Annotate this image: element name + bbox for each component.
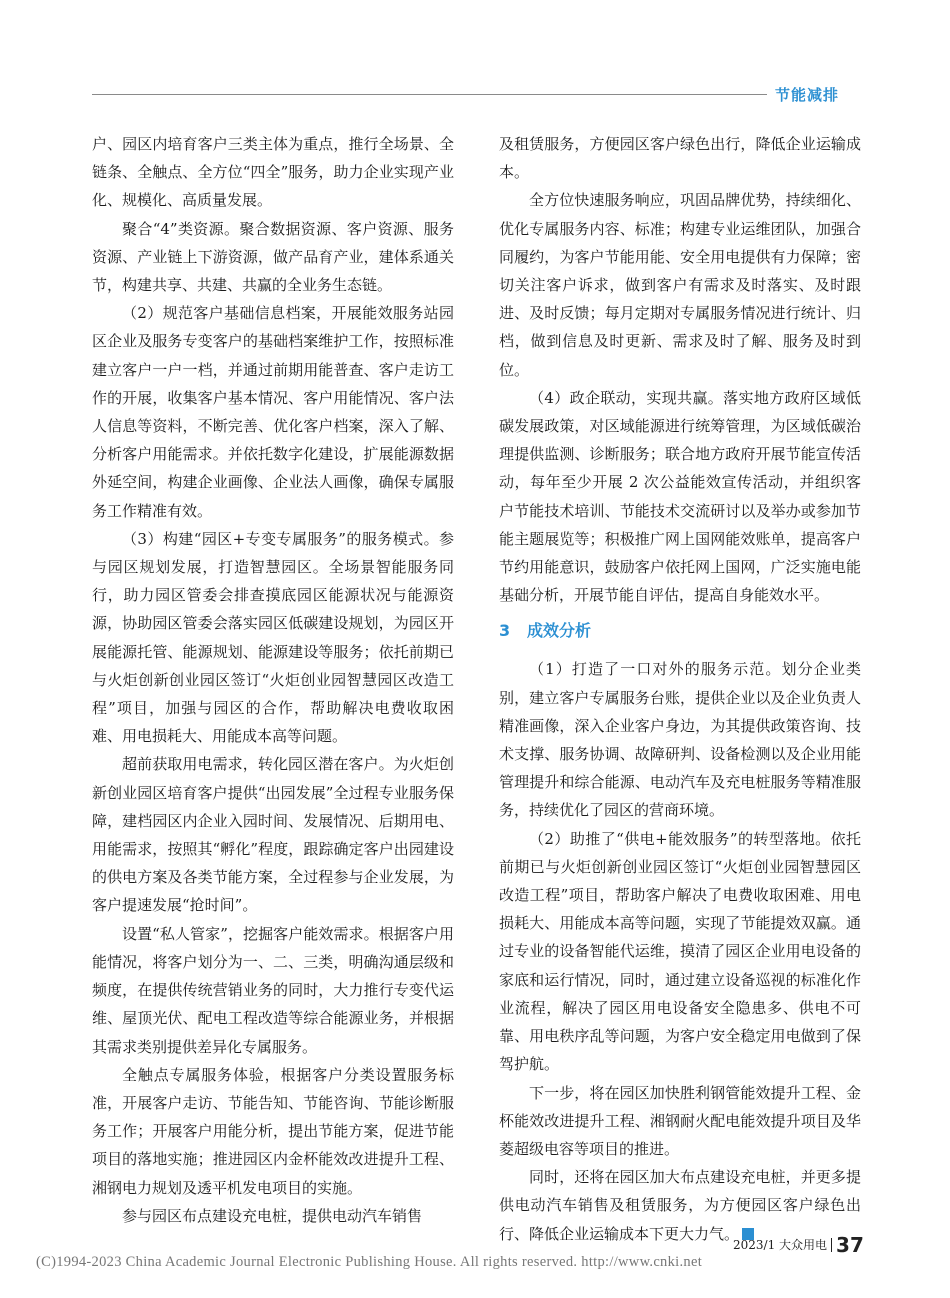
paragraph: （2）规范客户基础信息档案，开展能效服务站园区企业及服务专变客户的基础档案维护工作，按照标准建立客户一户一档，并通过前期用能普查、客户走访工作的开展，收集客户基本情况、客户用能情况、客户法人信息等资料，不断完善、优化客户档案，深入了解、分析客户用能需求。并依托数字化建设，扩展能源数据外延空间，构建企业画像、企业法人画像，确保专属服务工作精准有效。 xyxy=(92,304,454,520)
paragraph: 聚合“4”类资源。聚合数据资源、客户资源、服务资源、产业链上下游资源，做产品育产业，建体系通关节，构建共享、共建、共赢的全业务生态链。 xyxy=(92,219,454,295)
paragraph: 设置“私人管家”，挖掘客户能效需求。根据客户用能情况，将客户划分为一、二、三类，明确沟通层级和频度，在提供传统营销业务的同时，大力推行专变代运维、屋顶光伏、配电工程改造等综合能源业务，并根据其需求类别提供差异化专属服务。 xyxy=(92,924,454,1056)
section-title: 成效分析 xyxy=(527,621,592,641)
paragraph: 下一步，将在园区加快胜利钢管能效提升工程、金杯能效改进提升工程、湘钢耐火配电能效提升项目及华菱超级电容等项目的推进。 xyxy=(499,1083,861,1158)
paragraph: （3）构建“园区+专变专属服务”的服务模式。参与园区规划发展，打造智慧园区。全场景智能服务同行，助力园区管委会排查摸底园区能源状况与能源资源，协助园区管委会落实园区低碳建设规划，为园区开展能源托管、能源规划、能源建设等服务；依托前期已与火炬创新创业园区签订“火炬创业园智慧园区改造工程”项目，加强与园区的合作，帮助解决电费收取困难、用电损耗大、用能成本高等问题。 xyxy=(92,529,454,746)
header-rule xyxy=(92,94,767,95)
right-column-top xyxy=(499,130,861,609)
paragraph: 同时，还将在园区加大布点建设充电桩，并更多提供电动汽车销售及租赁服务，为方便园区客户绿色出行、降低企业运输成本下更大力气。 xyxy=(499,1168,861,1243)
paragraph: 全触点专属服务体验，根据客户分类设置服务标准，开展客户走访、节能告知、节能咨询、节能诊断服务工作；开展客户用能分析，提出节能方案，促进节能项目的落地实施；推进园区内金杯能效改进提升工程、湘钢电力规划及透平机发电项目的实施。 xyxy=(92,1065,454,1197)
copyright-notice: (C)1994-2023 China Academic Journal Electronic Publishing House. All rights reserved. http://www.cnki.net xyxy=(36,1254,703,1270)
paragraph: 参与园区布点建设充电桩，提供电动汽车销售 xyxy=(122,1206,423,1225)
section-heading xyxy=(499,617,861,645)
right-column xyxy=(499,130,861,1248)
paragraph: 户、园区内培育客户三类主体为重点，推行全场景、全链条、全触点、全方位“四全”服务，助力企业实现产业化、规模化、高质量发展。 xyxy=(92,135,454,210)
paragraph: 超前获取用电需求，转化园区潜在客户。为火炬创新创业园区培育客户提供“出园发展”全过程专业服务保障，建档园区内企业入园时间、发展情况、后期用电、用能需求，按照其“孵化”程度，跟踪确定客户出园建设的供电方案及各类节能方案，全过程参与企业发展，为客户提速发展“抢时间”。 xyxy=(92,755,454,915)
paragraph: （1）打造了一口对外的服务示范。划分企业类别，建立客户专属服务台账，提供企业以及企业负责人精准画像，深入企业客户身边，为其提供政策咨询、技术支撑、服务协调、故障研判、设备检测以及企业用能管理提升和综合能源、电动汽车及充电桩服务等精准服务，持续优化了园区的营商环境。 xyxy=(499,660,861,820)
right-column-bottom xyxy=(499,655,861,1247)
page-number: 37 xyxy=(836,1233,864,1257)
paragraph: 全方位快速服务响应，巩固品牌优势，持续细化、优化专属服务内容、标准；构建专业运维团队，加强合同履约，为客户节能用能、安全用电提供有力保障；密切关注客户诉求，做到客户有需求及时落实、及时跟进、及时反馈；每月定期对专属服务情况进行统计、归档，做到信息及时更新、需求及时了解、服务及时到位。 xyxy=(499,191,861,379)
left-column xyxy=(92,130,454,1230)
section-number: 3 xyxy=(499,621,511,641)
paragraph: （4）政企联动，实现共赢。落实地方政府区域低碳发展政策，对区域能源进行统筹管理，为区域低碳治理提供监测、诊断服务；联合地方政府开展节能宣传活动，每年至少开展 2 次公益能效宣传活动，并组织客户节能技术培训、节能技术交流研讨以及举办或参加节能主题展览等；积极推广网上国网能效账单，提高客户节约用能意识，鼓励客户依托网上国网，广泛实施电能基础分析，开展节能自评估，提高自身能效水平。 xyxy=(499,388,861,605)
paragraph: （2）助推了“供电+能效服务”的转型落地。依托前期已与火炬创新创业园区签订“火炬创业园智慧园区改造工程”项目，帮助客户解决了电费收取困难、用电损耗大、用能成本高等问题，实现了节能提效双赢。通过专业的设备智能代运维，摸清了园区企业用电设备的家底和运行情况，同时，通过建立设备巡视的标准化作业流程，解决了园区用电设备安全隐患多、供电不可靠、用电秩序乱等问题，为客户安全稳定用电做到了保驾护航。 xyxy=(499,829,861,1074)
footer xyxy=(733,1234,864,1256)
paragraph: 及租赁服务，方便园区客户绿色出行，降低企业运输成本。 xyxy=(499,135,861,182)
journal-issue: 2023/1 大众用电 xyxy=(733,1238,832,1252)
section-tag: 节能减排 xyxy=(775,86,840,104)
